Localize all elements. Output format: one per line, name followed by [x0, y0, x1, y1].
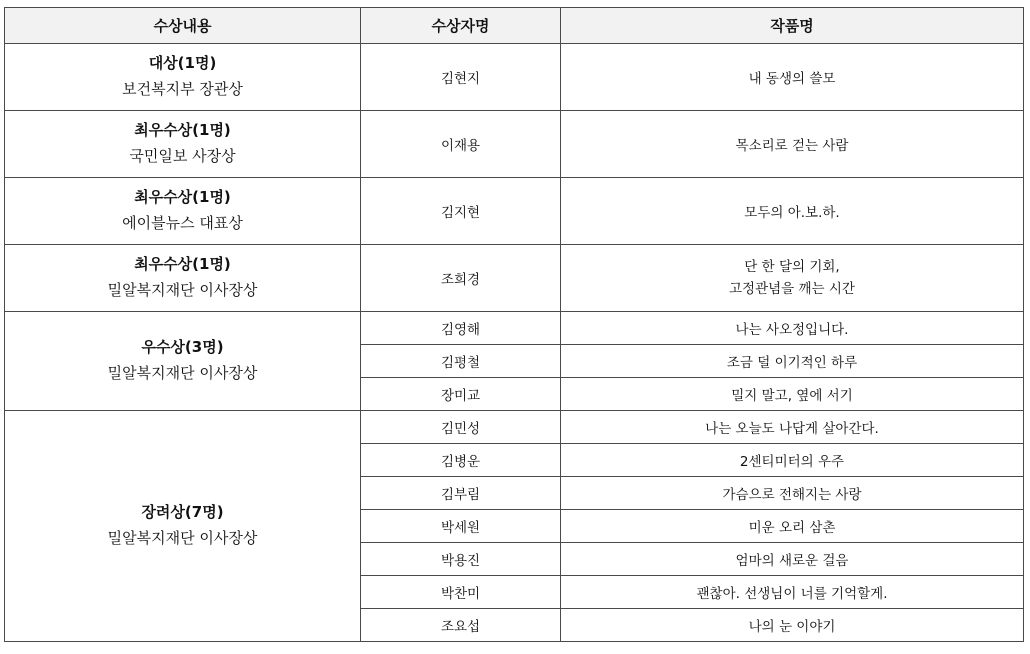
work-title-line: 엄마의 새로운 걸음	[735, 553, 849, 569]
work-title	[561, 178, 1024, 245]
work-title-line: 나의 눈 이야기	[748, 619, 836, 635]
work-title-line: 목소리로 걷는 사람	[735, 138, 849, 154]
award-cell	[5, 245, 361, 312]
award-grade: 최우수상(1명)	[134, 121, 231, 140]
winner-name: 장미교	[361, 378, 561, 411]
winner-name: 김부림	[361, 477, 561, 510]
work-title-line: 괜찮아. 선생님이 너를 기억할게.	[696, 586, 888, 602]
winner-name: 박용진	[361, 543, 561, 576]
work-title-line: 2센티미터의 우주	[739, 454, 845, 470]
winner-name: 조희경	[361, 245, 561, 312]
work-title-line: 조금 덜 이기적인 하루	[726, 355, 858, 371]
work-title	[561, 543, 1024, 576]
winner-name: 김민성	[361, 411, 561, 444]
winner-name: 김평철	[361, 345, 561, 378]
winner-name: 김지현	[361, 178, 561, 245]
work-title	[561, 576, 1024, 609]
award-grade: 장려상(7명)	[141, 503, 224, 522]
winner-name: 김병운	[361, 444, 561, 477]
award-grade: 대상(1명)	[148, 54, 217, 73]
work-title	[561, 44, 1024, 111]
award-cell	[5, 312, 361, 411]
table-row	[5, 245, 1024, 312]
winner-name: 김영해	[361, 312, 561, 345]
winner-name: 이재용	[361, 111, 561, 178]
work-title-line: 단 한 달의 기회,	[744, 258, 840, 275]
work-title	[561, 345, 1024, 378]
work-title	[561, 609, 1024, 642]
work-title	[561, 245, 1024, 312]
table-row	[5, 411, 1024, 444]
work-title	[561, 312, 1024, 345]
award-sponsor: 밀알복지재단 이사장상	[107, 281, 258, 299]
award-sponsor: 에이블뉴스 대표상	[122, 214, 243, 232]
winner-name: 김현지	[361, 44, 561, 111]
award-cell	[5, 178, 361, 245]
winner-name: 박세원	[361, 510, 561, 543]
award-cell	[5, 111, 361, 178]
work-title-line: 나는 오늘도 나답게 살아간다.	[705, 421, 879, 437]
table-header	[5, 8, 1024, 44]
work-title-line: 내 동생의 쓸모	[748, 71, 836, 87]
work-title	[561, 444, 1024, 477]
award-sponsor: 보건복지부 장관상	[122, 80, 243, 98]
award-grade: 우수상(3명)	[141, 338, 224, 357]
work-title-line: 밀지 말고, 옆에 서기	[731, 388, 853, 404]
award-cell	[5, 411, 361, 642]
winner-name: 박찬미	[361, 576, 561, 609]
table-row	[5, 44, 1024, 111]
work-title	[561, 378, 1024, 411]
award-sponsor: 밀알복지재단 이사장상	[107, 364, 258, 382]
table-body	[5, 44, 1024, 642]
header-work-title: 작품명	[561, 8, 1024, 44]
work-title	[561, 111, 1024, 178]
work-title	[561, 411, 1024, 444]
work-title-line: 가슴으로 전해지는 사랑	[722, 487, 862, 503]
work-title-line: 미운 오리 삼촌	[748, 520, 836, 536]
award-grade: 최우수상(1명)	[134, 255, 231, 274]
header-winner-name: 수상자명	[361, 8, 561, 44]
awards-table	[4, 7, 1024, 642]
work-title-line: 나는 사오정입니다.	[735, 322, 849, 338]
award-cell	[5, 44, 361, 111]
work-title	[561, 510, 1024, 543]
header-row	[5, 8, 1024, 44]
table-row	[5, 111, 1024, 178]
work-title	[561, 477, 1024, 510]
work-title-line: 고정관념을 깨는 시간	[729, 281, 855, 297]
winner-name: 조요섭	[361, 609, 561, 642]
work-title-line: 모두의 아.보.하.	[744, 205, 840, 221]
award-grade: 최우수상(1명)	[134, 188, 231, 207]
table-row	[5, 312, 1024, 345]
header-award: 수상내용	[5, 8, 361, 44]
award-sponsor: 국민일보 사장상	[129, 147, 236, 165]
award-sponsor: 밀알복지재단 이사장상	[107, 529, 258, 547]
table-row	[5, 178, 1024, 245]
